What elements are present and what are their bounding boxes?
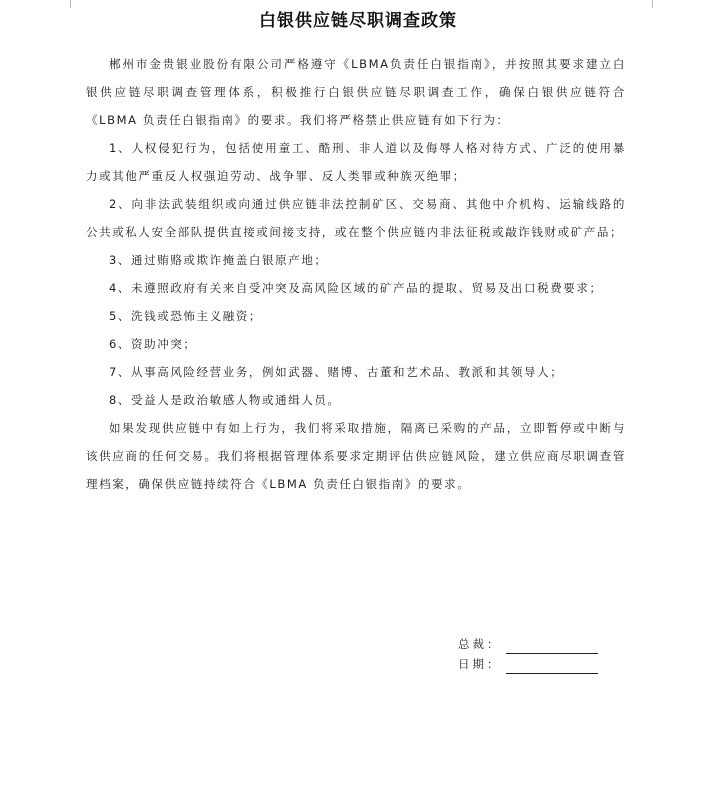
document-body <box>86 50 626 498</box>
manager-signature-line <box>506 639 598 654</box>
date-signature-line <box>506 659 598 674</box>
list-item-4: 4、未遵照政府有关来自受冲突及高风险区域的矿产品的提取、贸易及出口税费要求； <box>109 281 603 295</box>
manager-label: 总裁： <box>458 637 502 651</box>
signature-row-manager <box>458 634 598 654</box>
list-item-8: 8、受益人是政治敏感人物或通缉人员。 <box>109 393 341 407</box>
document-title: 白银供应链尽职调查政策 <box>259 11 457 31</box>
list-item-6: 6、资助冲突； <box>109 337 197 351</box>
closing-paragraph: 如果发现供应链中有如上行为，我们将采取措施，隔离已采购的产品，立即暂停或中断与该供应商的任何交易。我们将根据管理体系要求定期评估供应链风险，建立供应商尽职调查管理档案，确保供应链持续符合《LBMA 负责任白银指南》的要求。 <box>86 421 626 491</box>
date-label: 日期： <box>458 657 502 671</box>
list-item-5: 5、洗钱或恐怖主义融资； <box>109 309 263 323</box>
signature-row-date <box>458 654 598 674</box>
signature-block <box>458 634 598 674</box>
list-item-3: 3、通过贿赂或欺诈掩盖白银原产地； <box>109 253 328 267</box>
list-item-2: 2、向非法武装组织或向通过供应链非法控制矿区、交易商、其他中介机构、运输线路的公共或私人安全部队提供直接或间接支持，或在整个供应链内非法征税或敲诈钱财或矿产品； <box>86 197 626 239</box>
list-item-7: 7、从事高风险经营业务，例如武器、赌博、古董和艺术品、教派和其领导人； <box>109 365 564 379</box>
list-item-1: 1、人权侵犯行为，包括使用童工、酷刑、非人道以及侮辱人格对待方式、广泛的使用暴力或其他严重反人权强迫劳动、战争罪、反人类罪或种族灭绝罪； <box>86 141 626 183</box>
intro-paragraph: 郴州市金贵银业股份有限公司严格遵守《LBMA负责任白银指南》，并按照其要求建立白银供应链尽职调查管理体系，积极推行白银供应链尽职调查工作，确保白银供应链符合《LBMA 负责任白银指南》的要求。我们将严格禁止供应链有如下行为： <box>86 57 626 127</box>
